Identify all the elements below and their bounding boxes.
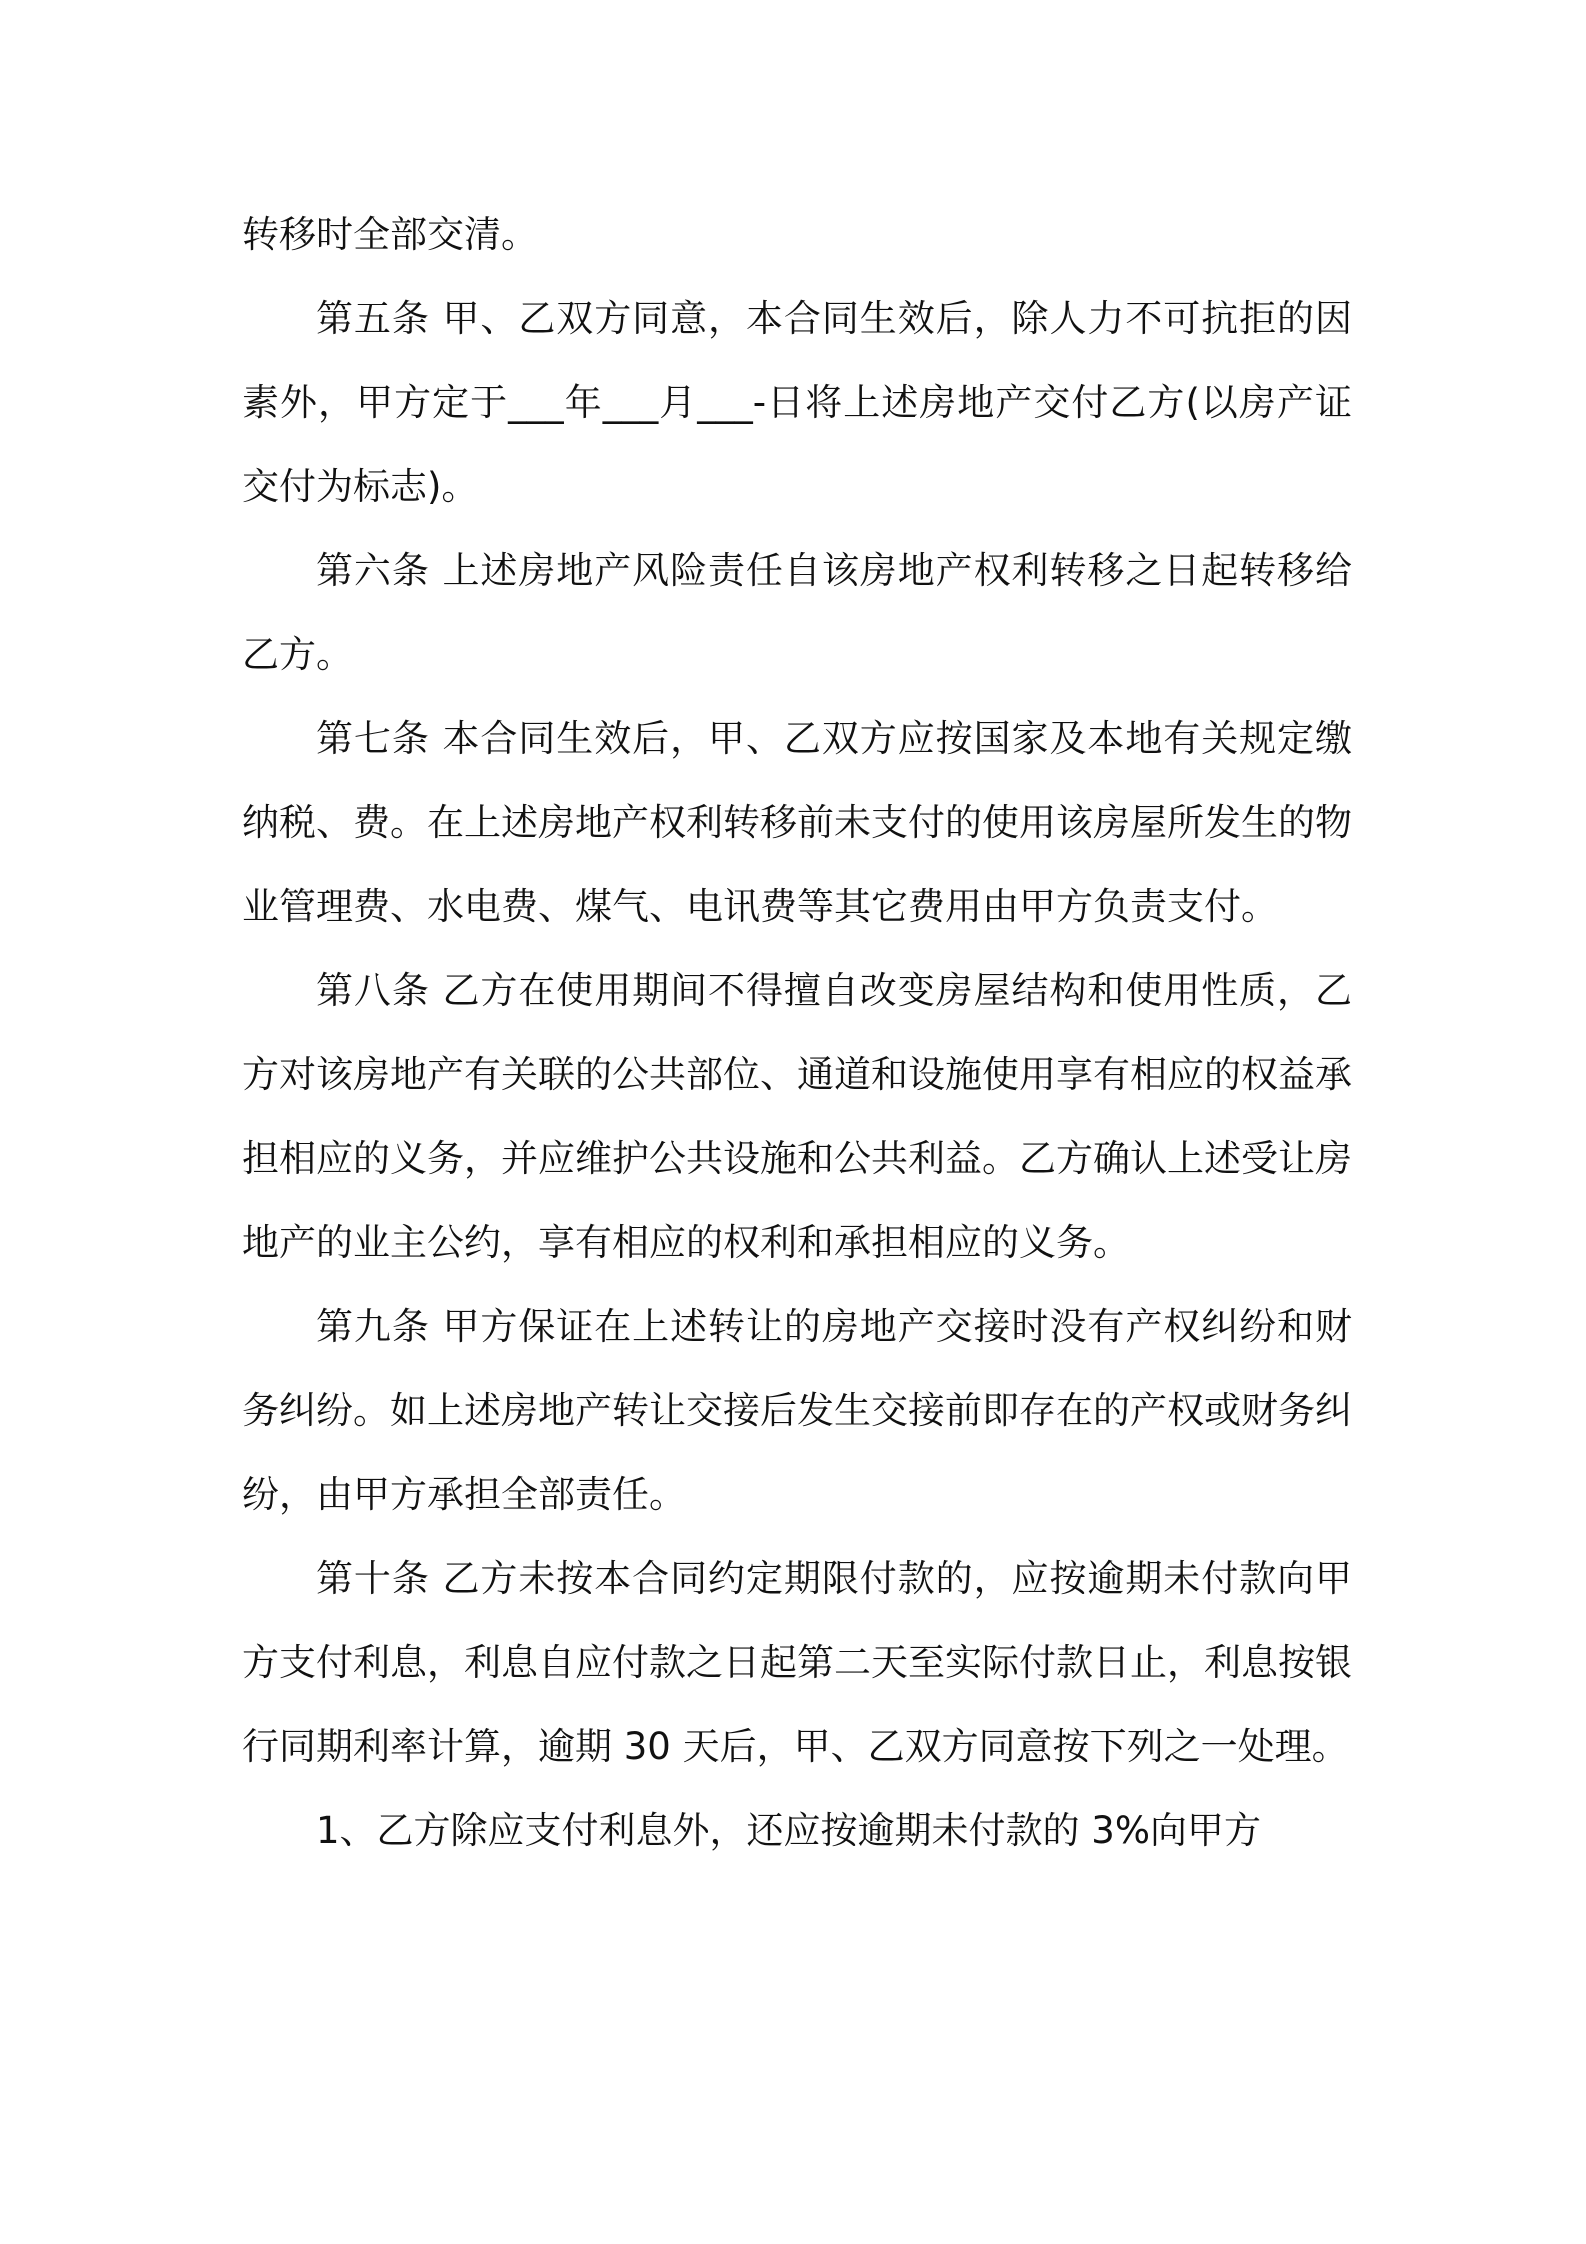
article-9: 第九条 甲方保证在上述转让的房地产交接时没有产权纠纷和财务纠纷。如上述房地产转让交接后发生交接前即存在的产权或财务纠纷，由甲方承担全部责任。 xyxy=(242,1305,1352,1516)
clause-1: 1、乙方除应支付利息外，还应按逾期未付款的 3%向甲方 xyxy=(316,1809,1261,1852)
article-6: 第六条 上述房地产风险责任自该房地产权利转移之日起转移给乙方。 xyxy=(242,549,1352,676)
document-body xyxy=(242,193,1352,1873)
article-5: 第五条 甲、乙双方同意，本合同生效后，除人力不可抗拒的因素外，甲方定于___年___月___-日将上述房地产交付乙方(以房产证交付为标志)。 xyxy=(242,297,1352,508)
article-8: 第八条 乙方在使用期间不得擅自改变房屋结构和使用性质，乙方对该房地产有关联的公共部位、通道和设施使用享有相应的权益承担相应的义务，并应维护公共设施和公共利益。乙方确认上述受让房地产的业主公约，享有相应的权利和承担相应的义务。 xyxy=(242,969,1352,1264)
paragraph-continuation: 转移时全部交清。 xyxy=(242,213,538,256)
article-10: 第十条 乙方未按本合同约定期限付款的，应按逾期未付款向甲方支付利息，利息自应付款之日起第二天至实际付款日止，利息按银行同期利率计算，逾期 30 天后，甲、乙双方同意按下列之一处理。 xyxy=(242,1557,1352,1768)
article-7: 第七条 本合同生效后，甲、乙双方应按国家及本地有关规定缴纳税、费。在上述房地产权利转移前未支付的使用该房屋所发生的物业管理费、水电费、煤气、电讯费等其它费用由甲方负责支付。 xyxy=(242,717,1352,928)
